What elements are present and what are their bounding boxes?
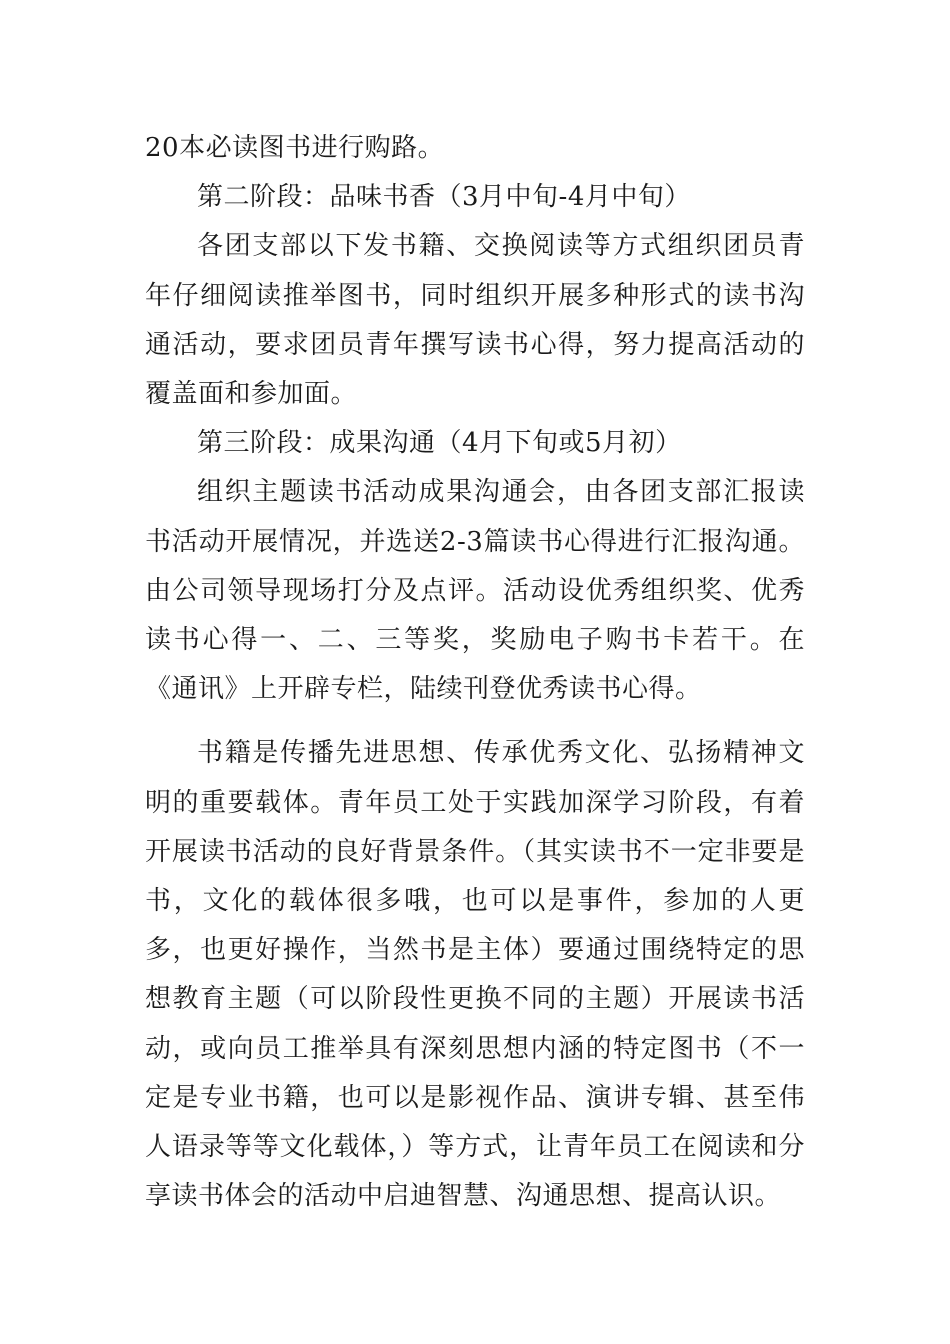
paragraph-continuation: 20本必读图书进行购路。: [145, 133, 445, 163]
document-body: [145, 124, 805, 1221]
summary-paragraph: 书籍是传播先进思想、传承优秀文化、弘扬精神文明的重要载体。青年员工处于实践加深学习阶段，有着开展读书活动的良好背景条件。（其实读书不一定非要是书，文化的载体很多哦，也可以是事件，参加的人更多，也更好操作，当然书是主体）要通过围绕特定的思想教育主题（可以阶段性更换不同的主题）开展读书活动，或向员工推举具有深刻思想内涵的特定图书（不一定是专业书籍，也可以是影视作品、演讲专辑、甚至伟人语录等等文化载体，）等方式，让青年员工在阅读和分享读书体会的活动中启迪智慧、沟通思想、提高认识。: [145, 738, 805, 1212]
stage-two-paragraph: 各团支部以下发书籍、交换阅读等方式组织团员青年仔细阅读推举图书，同时组织开展多种形式的读书沟通活动，要求团员青年撰写读书心得，努力提高活动的覆盖面和参加面。: [145, 231, 805, 410]
stage-three-heading: 第三阶段：成果沟通（4月下旬或5月初）: [197, 428, 682, 459]
stage-two-heading: 第二阶段：品味书香（3月中旬-4月中旬）: [197, 182, 691, 213]
stage-three-paragraph: 组织主题读书活动成果沟通会，由各团支部汇报读书活动开展情况，并选送2-3篇读书心得进行汇报沟通。由公司领导现场打分及点评。活动设优秀组织奖、优秀读书心得一、二、三等奖，奖励电子购书卡若干。在《通讯》上开辟专栏，陆续刊登优秀读书心得。: [145, 477, 805, 705]
